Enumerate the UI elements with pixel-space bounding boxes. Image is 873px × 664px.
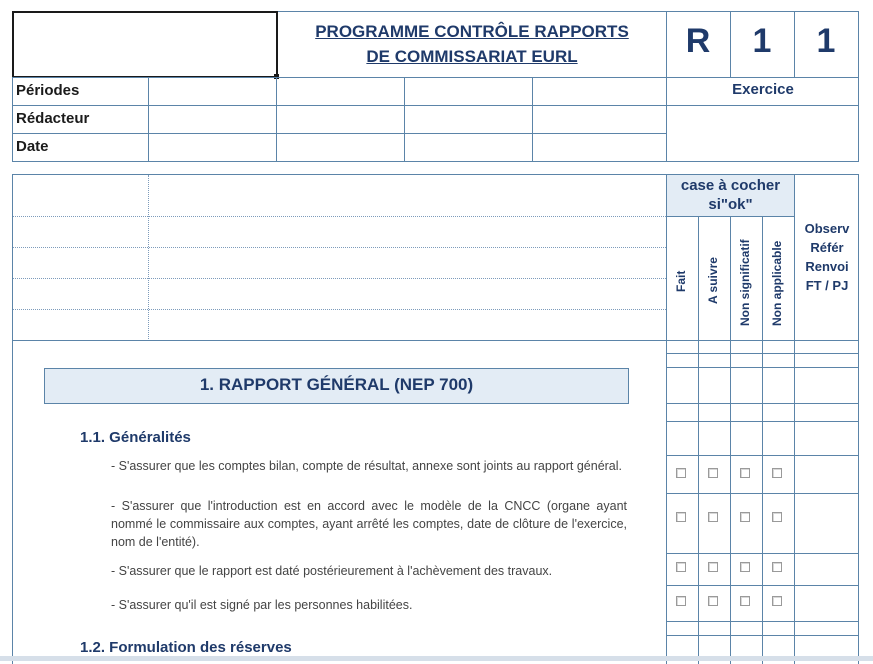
logo-cell-selected[interactable] xyxy=(12,11,278,78)
checkbox-non-applicable-3[interactable] xyxy=(772,562,782,572)
checkbox-non-applicable-4[interactable] xyxy=(772,596,782,606)
observ-line: Observ xyxy=(804,221,850,236)
col-non-applicable: Non applicable xyxy=(770,240,784,326)
checkbox-a-suivre-4[interactable] xyxy=(708,596,718,606)
col-fait: Fait xyxy=(674,270,688,292)
check-item-1: - S'assurer que les comptes bilan, compte de résultat, annexe sont joints au rapport général. xyxy=(111,459,623,473)
checkbox-fait-1[interactable] xyxy=(676,468,686,478)
window-bottom-edge xyxy=(0,656,873,661)
section-title: 1. RAPPORT GÉNÉRAL (NEP 700) xyxy=(199,375,474,394)
exercice-label: Exercice xyxy=(732,81,794,98)
renvoi-line: Renvoi xyxy=(805,259,849,274)
code-digit-2: 1 xyxy=(816,22,836,60)
refer-line: Référ xyxy=(810,240,844,255)
check-item-4: - S'assurer qu'il est signé par les personnes habilitées. xyxy=(111,598,413,612)
checkbox-fait-4[interactable] xyxy=(676,596,686,606)
doc-title-line1: PROGRAMME CONTRÔLE RAPPORTS xyxy=(315,22,629,41)
code-digit-1: 1 xyxy=(752,22,772,60)
checkbox-non-applicable-1[interactable] xyxy=(772,468,782,478)
code-letter: R xyxy=(685,22,711,60)
checkbox-fait-3[interactable] xyxy=(676,562,686,572)
checkbox-non-significatif-1[interactable] xyxy=(740,468,750,478)
checkbox-non-significatif-3[interactable] xyxy=(740,562,750,572)
checkbox-header-title: case à cocher si"ok" xyxy=(680,177,781,213)
ft-pj-line: FT / PJ xyxy=(805,278,849,293)
checkbox-non-applicable-2[interactable] xyxy=(772,512,782,522)
subsection-generalites: 1.1. Généralités xyxy=(80,429,191,446)
col-non-significatif: Non significatif xyxy=(738,239,752,326)
checkbox-a-suivre-1[interactable] xyxy=(708,468,718,478)
date-label: Date xyxy=(16,138,49,155)
redacteur-label: Rédacteur xyxy=(16,110,90,127)
checkbox-fait-2[interactable] xyxy=(676,512,686,522)
col-a-suivre: A suivre xyxy=(706,257,720,304)
observ-header xyxy=(795,219,859,295)
checkbox-non-significatif-4[interactable] xyxy=(740,596,750,606)
checkbox-a-suivre-3[interactable] xyxy=(708,562,718,572)
checkbox-non-significatif-2[interactable] xyxy=(740,512,750,522)
subsection-reserves: 1.2. Formulation des réserves xyxy=(80,639,292,656)
doc-title-line2: DE COMMISSARIAT EURL xyxy=(366,47,578,66)
check-item-3: - S'assurer que le rapport est daté postérieurement à l'achèvement des travaux. xyxy=(111,564,553,578)
periodes-label: Périodes xyxy=(16,82,80,99)
check-item-2: - S'assurer que l'introduction est en accord avec le modèle de la CNCC (organe ayant nommé le commissaire aux comptes, ayant arrêté les comptes, date de clôture de l'exercice, nom de l'entité). xyxy=(111,499,627,549)
checkbox-a-suivre-2[interactable] xyxy=(708,512,718,522)
